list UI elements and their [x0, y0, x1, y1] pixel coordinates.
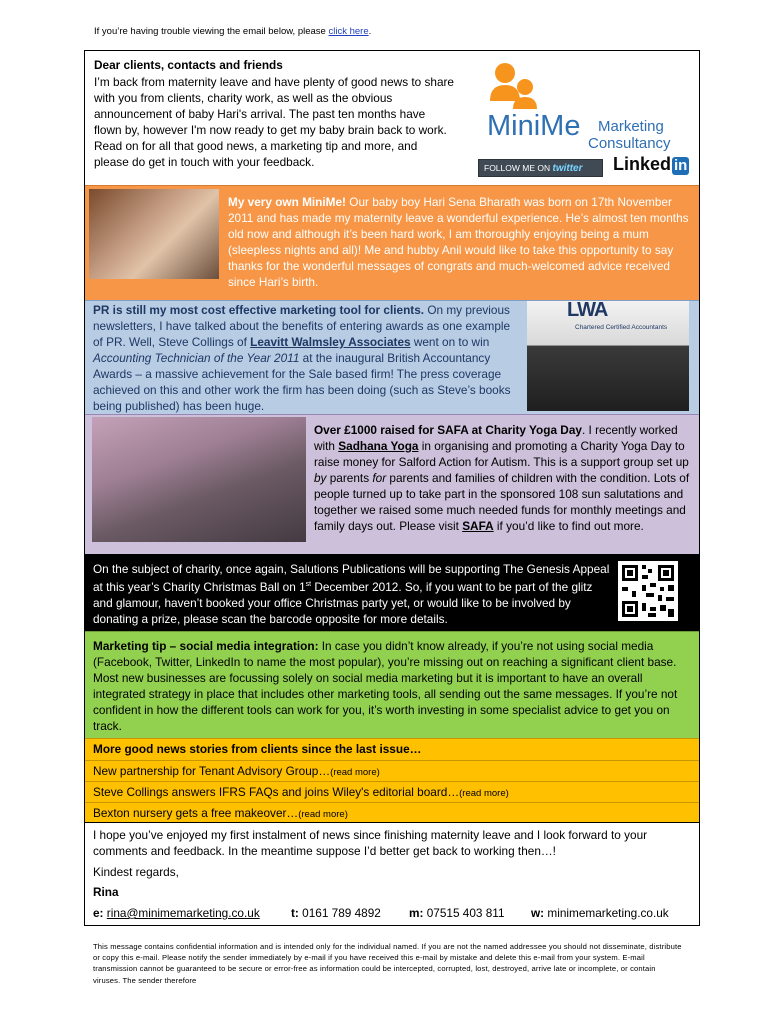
tel-number: 0161 789 4892 [302, 906, 381, 920]
linkedin-word: Linked [613, 154, 672, 174]
tip-lead: Marketing tip – social media integration: [93, 639, 319, 653]
email-link[interactable]: rina@minimemarketing.co.uk [106, 906, 260, 920]
email-label: e: [93, 906, 104, 920]
kindest-regards: Kindest regards, [93, 865, 179, 879]
lwa-subtitle: Chartered Certified Accountants [575, 324, 668, 331]
tip-text [93, 638, 693, 734]
news-item[interactable] [85, 760, 699, 781]
yoga-by: by [314, 471, 327, 485]
tel-label: t: [291, 906, 299, 920]
yoga-part3: parents [326, 471, 373, 485]
signoff-text [93, 827, 693, 900]
news-item[interactable] [85, 802, 699, 823]
yoga-part4: parents and families of children with the condition. Lots of people turned up to take part in the sponsored 108 sun salutations and together we raised some much needed funds for monthly meetings and family days out. Please visit [314, 471, 690, 533]
news-section [85, 738, 699, 822]
qr-code-graphic [618, 561, 678, 621]
logo-line2: Consultancy [588, 135, 671, 152]
award-name: Accounting Technician of the Year 2011 [93, 351, 300, 365]
yoga-part2: in organising and promoting a Charity Yoga Day to raise money for Salford Action for Autism. This is a support group set up [314, 439, 689, 469]
news-heading: More good news stories from clients since the last issue… [93, 742, 422, 756]
award-photo [527, 301, 689, 411]
logo-line1: Marketing [598, 118, 664, 135]
minime-body: Our baby boy Hari Sena Bharath was born on 17th November 2011 and has made my maternity leave a wonderful experience. He’s almost ten months old now and although it’s been hard work, I am thoroughly enjoying being a mum (sleepless nights and all)! Me and hubby Anil would like to take this opportunity to say thanks for the wonderful messages of congrats and much-welcomed advice received since Hari’s birth. [228, 195, 689, 289]
click-here-link[interactable]: click here [328, 26, 369, 37]
web-label: w: [531, 906, 545, 920]
charity-part2: December 2012. So, if you want to be part of the glitz and glamour, haven’t booked your office Christmas party yet, or would like to be involved by donating a prize, please scan the barcode opposite for more details. [93, 579, 593, 626]
logo-brand-mini: MiniMe [487, 110, 581, 142]
safa-link[interactable]: SAFA [462, 519, 494, 533]
intro-section [85, 51, 699, 185]
news-item-text: Bexton nursery gets a free makeover… [93, 806, 299, 820]
mob-number: 07515 403 811 [426, 906, 505, 920]
pr-lead: PR is still my most cost effective marketing tool for clients. [93, 303, 425, 317]
notice-text: If you’re having trouble viewing the email below, please [94, 26, 329, 37]
intro-text [94, 57, 454, 170]
signature-name: Rina [93, 885, 119, 899]
news-item-text: New partnership for Tenant Advisory Group… [93, 764, 331, 778]
read-more-link[interactable]: (read more) [330, 767, 380, 778]
read-more-link[interactable]: (read more) [459, 788, 509, 799]
lwa-logo: LWA [567, 299, 608, 321]
charity-section [85, 554, 699, 631]
leavitt-walmsley-link[interactable]: Leavitt Walmsley Associates [250, 335, 411, 349]
pr-text [93, 302, 513, 414]
yoga-part1: . I recently worked with [314, 423, 678, 453]
notice-suffix: . [368, 26, 372, 37]
twitter-icon: twitter [552, 163, 583, 174]
twitter-prefix: FOLLOW ME ON [484, 163, 553, 173]
marketing-tip-section [85, 631, 699, 738]
intro-body: I’m back from maternity leave and have plenty of good news to share with you from clients, charity work, as well as the obvious announcement of baby Hari's arrival. The past ten months have flown by, however I'm now ready to get my baby brain back to work. Read on for all that good news, a marketing tip and more, and please do get in touch with your feedback. [94, 75, 454, 169]
signoff-body: I hope you’ve enjoyed my first instalment of news since finishing maternity leave and I look forward to your comments and feedback. In the meantime suppose I’d better get back to working then…! [93, 828, 648, 858]
charity-part1: On the subject of charity, once again, Salutions Publications will be supporting The Genesis Appeal at this year’s Charity Christmas Ball on 1 [93, 562, 610, 594]
confidentiality-footer: This message contains confidential information and is intended only for the individual named. If you are not the named addressee you should not disseminate, distribute or copy this e-mail. Please notify the sender immediately by e-mail if you have received this e-mail by mistake and delete this e-mail from your system. E-mail transmission cannot be guaranteed to be secure or error-free as information could be intercepted, corrupted, lost, destroyed, arrive late or incomplete, or contain viruses. The sender therefore [93, 942, 682, 985]
yoga-lead: Over £1000 raised for SAFA at Charity Yoga Day [314, 423, 582, 437]
news-item[interactable] [85, 781, 699, 802]
yoga-section [85, 414, 699, 554]
trouble-viewing-notice [94, 26, 371, 37]
qr-code[interactable] [618, 561, 678, 621]
tip-body: In case you didn’t know already, if you’re not using social media (Facebook, Twitter, LinkedIn to name the most popular), you’re missing out on reaching a significant client base. Most new businesses are focussing solely on social media marketing but it is important to have an overall integrated strategy in place that includes other marketing tools, all sending out the same messages. If you’re not confident in how the different tools can work for you, it’s worth investing in some specialist advice to get you on track. [93, 639, 678, 733]
read-more-link[interactable]: (read more) [298, 809, 348, 820]
yoga-photo [92, 417, 306, 542]
pr-part3: at the inaugural British Accountancy Awards – a massive achievement for the Sale based firm! The press coverage achieved on this and other work the firm has been doing (such as Steve’s books being published) has been huge. [93, 351, 511, 413]
linkedin-icon: in [674, 157, 688, 174]
yoga-for: for [372, 471, 387, 485]
pr-part1: On my previous newsletters, I have talked about the benefits of entering awards as one example of PR. Well, Steve Collings of [93, 303, 511, 349]
pr-part2: went on to win [410, 335, 490, 349]
pr-section [85, 300, 699, 414]
charity-sup: st [305, 581, 312, 588]
minime-lead: My very own MiniMe! [228, 195, 346, 209]
signoff-section [85, 822, 699, 925]
newsletter-container [84, 50, 700, 926]
mob-label: m: [409, 906, 424, 920]
minime-section [85, 185, 699, 300]
yoga-text [314, 422, 694, 534]
sadhana-yoga-link[interactable]: Sadhana Yoga [338, 439, 419, 453]
news-item-text: Steve Collings answers IFRS FAQs and joins Wiley's editorial board… [93, 785, 460, 799]
charity-text [93, 561, 611, 627]
mother-baby-photo [89, 189, 219, 279]
minime-logo-graphic [487, 57, 692, 153]
website: minimemarketing.co.uk [547, 906, 669, 920]
greeting: Dear clients, contacts and friends [94, 58, 283, 72]
linkedin-button[interactable] [613, 156, 689, 178]
minime-logo[interactable] [487, 57, 692, 153]
follow-twitter-button[interactable] [478, 159, 603, 177]
yoga-part5: if you’d like to find out more. [493, 519, 644, 533]
minime-text [228, 194, 696, 290]
